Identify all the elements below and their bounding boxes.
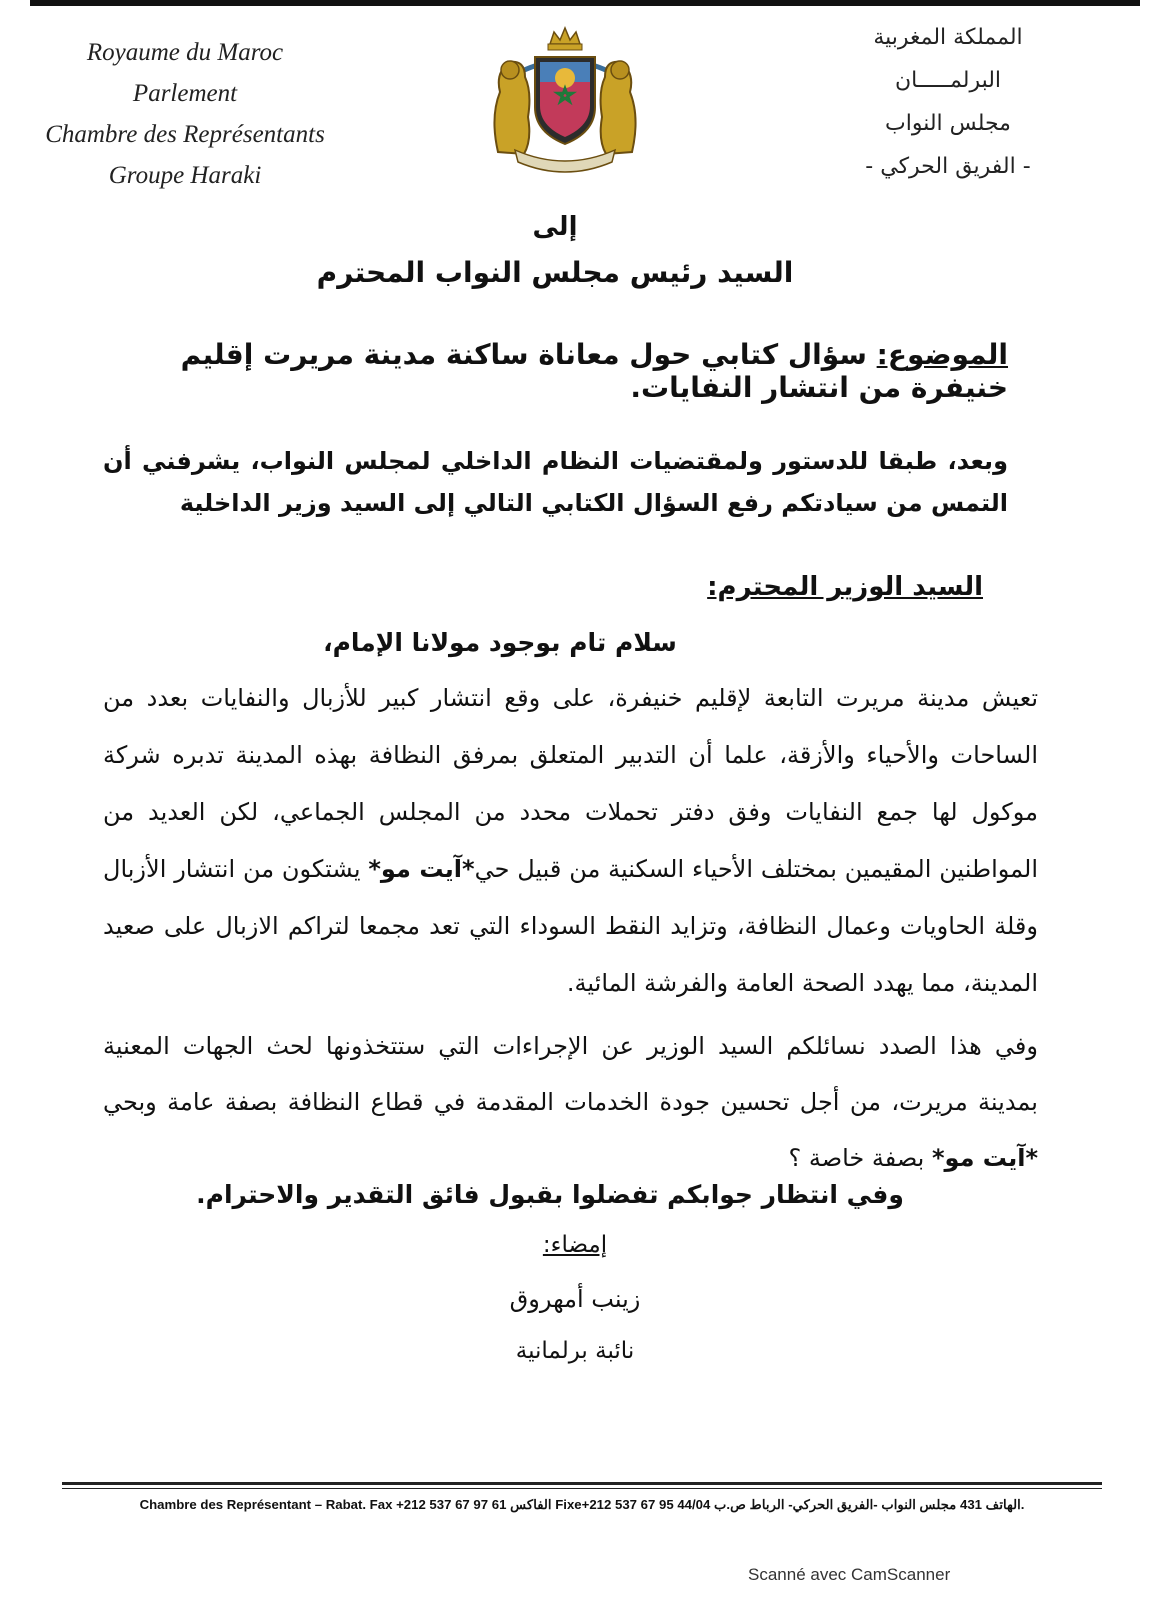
scanner-watermark: Scanné avec CamScanner (748, 1565, 951, 1584)
body-paragraph-2 (103, 1018, 1038, 1186)
body1-text-b: يشتكون من انتشار الأزبال وقلة الحاويات وعمال النظافة، وتزايد النقط السوداء التي تعد مجمعا لتراكم الازبال على صعيد المدينة، مما يهدد الصحة العامة والفرشة المائية. (103, 855, 1038, 997)
footer-rule-thin (62, 1488, 1102, 1489)
signature-label: إمضاء: (542, 1232, 608, 1258)
header-fr-line: Parlement (132, 80, 238, 107)
body-paragraph-1 (103, 670, 1038, 1012)
footer-contact: Chambre des Représentant – Rabat. Fax +212 537 67 97 61 الفاكس Fixe+212 537 67 95 44/04 الهاتف 431 مجلس النواب -الفريق الحركي- الرباط ص.ب. (139, 1497, 1025, 1512)
body1-neighborhood: *آيت مو* (368, 855, 475, 883)
salutation: السيد الوزير المحترم: (707, 572, 983, 602)
header-fr-line: Chambre des Représentants (45, 121, 325, 148)
moroccan-coat-of-arms-icon (480, 22, 650, 174)
header-ar-line: البرلمـــــان (894, 68, 1002, 93)
closing-line: وفي انتظار جوابكم تفضلوا بقبول فائق التقدير والاحترام. (196, 1180, 904, 1209)
intro-paragraph: وبعد، طبقا للدستور ولمقتضيات النظام الداخلي لمجلس النواب، يشرفني أن التمس من سيادتكم رفع السؤال الكتابي التالي إلى السيد وزير الداخلية (103, 447, 1008, 517)
header-ar-line: مجلس النواب (885, 111, 1011, 136)
top-border-rule (30, 0, 1140, 6)
header-ar-line: - الفريق الحركي - (865, 154, 1031, 179)
body2-text-a: وفي هذا الصدد نسائلكم السيد الوزير عن الإجراءات التي ستتخذونها لحث الجهات المعنية بمدينة مريرت، من أجل تحسين جودة الخدمات المقدمة في قطاع النظافة بصفة عامة وبحي (103, 1032, 1038, 1116)
greeting: سلام تام بوجود مولانا الإمام، (323, 628, 677, 657)
header-fr-line: Groupe Haraki (108, 162, 262, 189)
subject-text: سؤال كتابي حول معاناة ساكنة مدينة مريرت إقليم خنيفرة من انتشار النفايات. (180, 338, 1008, 404)
header-arabic (838, 16, 1058, 188)
footer-rule (62, 1482, 1102, 1485)
body2-text-b: بصفة خاصة ؟ (788, 1144, 932, 1172)
signature-name: زينب أمهروق (509, 1285, 641, 1313)
body1-text-a: تعيش مدينة مريرت التابعة لإقليم خنيفرة، على وقع انتشار كبير للأزبال والنفايات بعدد من الساحات والأحياء والأزقة، علما أن التدبير المتعلق بمرفق النظافة بهذه المدينة تدبره شركة موكول لها جمع النفايات وفق دفتر تحملات محدد من المجلس الجماعي، لكن العديد من المواطنين المقيمين بمختلف الأحياء السكنية من قبيل حي (103, 684, 1038, 883)
header-french (25, 32, 345, 196)
signature-title: نائبة برلمانية (515, 1338, 635, 1364)
subject-label: الموضوع: (876, 338, 1008, 371)
subject-line (108, 338, 1008, 404)
header-ar-line: المملكة المغربية (873, 25, 1023, 50)
recipient-prefix: إلى (532, 212, 578, 242)
body2-neighborhood: *آيت مو* (931, 1144, 1038, 1172)
addressee: السيد رئيس مجلس النواب المحترم (316, 256, 794, 289)
header-fr-line: Royaume du Maroc (86, 39, 284, 66)
